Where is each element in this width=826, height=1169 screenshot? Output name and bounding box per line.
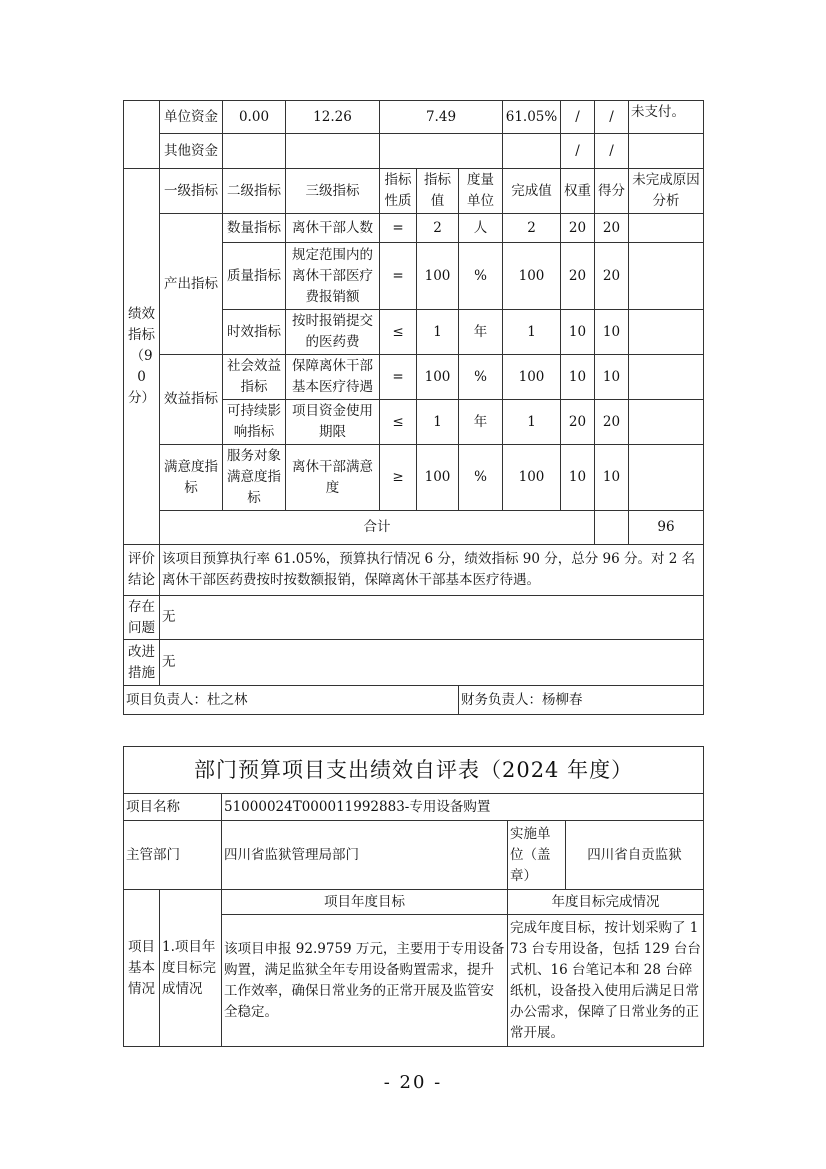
group-label: 效益指标	[160, 355, 223, 445]
weight-cell: 10	[561, 445, 595, 511]
done-cell: 1	[503, 310, 561, 355]
l2-cell: 数量指标	[223, 214, 286, 243]
l3-cell: 离休干部人数	[286, 214, 380, 243]
dept-label: 主管部门	[124, 821, 222, 890]
column-header: 权重	[561, 169, 595, 214]
column-header: 完成值	[503, 169, 561, 214]
project-name-label: 项目名称	[124, 794, 222, 821]
unit-cell: 年	[459, 310, 503, 355]
done-cell: 1	[503, 400, 561, 445]
improve-label: 改进措施	[124, 640, 160, 686]
impl-value: 四川省自贡监狱	[566, 821, 704, 890]
l3-cell: 规定范围内的离休干部医疗费报销额	[286, 243, 380, 310]
table-row	[124, 355, 704, 400]
fund-value	[223, 134, 286, 169]
l2-cell: 服务对象满意度指标	[223, 445, 286, 511]
fund-value: /	[561, 134, 595, 169]
done-cell: 100	[503, 445, 561, 511]
nature-cell: =	[380, 214, 417, 243]
project-name-row	[124, 794, 704, 821]
fund-label: 其他资金	[160, 134, 223, 169]
score-cell: 20	[595, 243, 629, 310]
done-text: 完成年度目标，按计划采购了 173 台专用设备，包括 129 台台式机、16 台笔记本和 28 台碎纸机，设备投入使用后满足日常办公需求，保障了日常业务的正常开展。	[508, 915, 704, 1047]
column-header: 未完成原因分析	[629, 169, 704, 214]
perf-label: 绩效指标（90分）	[124, 169, 160, 545]
page-title: 部门预算项目支出绩效自评表（2024 年度）	[124, 747, 704, 794]
eval-label: 评价结论	[124, 545, 160, 596]
fund-row	[124, 101, 704, 134]
performance-table	[123, 100, 704, 715]
total-score: 96	[629, 511, 704, 545]
dept-value: 四川省监狱管理局部门	[222, 821, 508, 890]
issue-text: 无	[160, 596, 704, 640]
nature-cell: =	[380, 355, 417, 400]
done-cell: 100	[503, 355, 561, 400]
l2-cell: 质量指标	[223, 243, 286, 310]
score-cell: 10	[595, 355, 629, 400]
unit-cell: %	[459, 355, 503, 400]
fund-value: /	[561, 101, 595, 134]
total-weight	[595, 511, 629, 545]
total-row	[124, 511, 704, 545]
fund-row	[124, 134, 704, 169]
column-header: 指标性质	[380, 169, 417, 214]
fund-label: 单位资金	[160, 101, 223, 134]
weight-cell: 10	[561, 355, 595, 400]
fund-value: 12.26	[286, 101, 380, 134]
unit-cell: %	[459, 243, 503, 310]
column-header: 二级指标	[223, 169, 286, 214]
value-cell: 100	[417, 243, 459, 310]
value-cell: 2	[417, 214, 459, 243]
l3-cell: 项目资金使用期限	[286, 400, 380, 445]
column-header: 三级指标	[286, 169, 380, 214]
weight-cell: 20	[561, 400, 595, 445]
goal-header: 项目年度目标	[222, 890, 508, 915]
column-header: 指标值	[417, 169, 459, 214]
title-row	[124, 747, 704, 794]
header-row	[124, 169, 704, 214]
fund-value	[503, 134, 561, 169]
l2-cell: 时效指标	[223, 310, 286, 355]
reason-cell	[629, 355, 704, 400]
done-header: 年度目标完成情况	[508, 890, 704, 915]
nature-cell: =	[380, 243, 417, 310]
goal-header-row	[124, 890, 704, 915]
fund-value: 61.05%	[503, 101, 561, 134]
fund-value: 0.00	[223, 101, 286, 134]
weight-cell: 20	[561, 243, 595, 310]
l3-cell: 保障离休干部基本医疗待遇	[286, 355, 380, 400]
column-header: 得分	[595, 169, 629, 214]
nature-cell: ≥	[380, 445, 417, 511]
score-cell: 20	[595, 400, 629, 445]
l3-cell: 离休干部满意度	[286, 445, 380, 511]
issue-row	[124, 596, 704, 640]
value-cell: 100	[417, 355, 459, 400]
reason-cell	[629, 214, 704, 243]
done-cell: 2	[503, 214, 561, 243]
score-cell: 10	[595, 445, 629, 511]
done-cell: 100	[503, 243, 561, 310]
improve-text: 无	[160, 640, 704, 686]
l3-cell: 按时报销提交的医药费	[286, 310, 380, 355]
page-number: - 20 -	[383, 1072, 443, 1093]
value-cell: 100	[417, 445, 459, 511]
score-cell: 20	[595, 214, 629, 243]
l2-cell: 可持续影响指标	[223, 400, 286, 445]
fund-value: 7.49	[380, 101, 503, 134]
basic-label: 项目基本情况	[124, 890, 160, 1047]
table-row	[124, 445, 704, 511]
reason-cell	[629, 400, 704, 445]
nature-cell: ≤	[380, 400, 417, 445]
unit-cell: %	[459, 445, 503, 511]
column-header: 一级指标	[160, 169, 223, 214]
weight-cell: 20	[561, 214, 595, 243]
reason-cell	[629, 243, 704, 310]
project-lead: 项目负责人：杜之林	[124, 686, 459, 715]
nature-cell: ≤	[380, 310, 417, 355]
reason-cell	[629, 445, 704, 511]
group-label: 满意度指标	[160, 445, 223, 511]
department-row	[124, 821, 704, 890]
fund-value	[380, 134, 503, 169]
weight-cell: 10	[561, 310, 595, 355]
unit-cell: 人	[459, 214, 503, 243]
issue-label: 存在问题	[124, 596, 160, 640]
self-evaluation-table	[123, 746, 704, 1047]
fund-value	[286, 134, 380, 169]
eval-text: 该项目预算执行率 61.05%，预算执行情况 6 分，绩效指标 90 分，总分 96 分。对 2 名离休干部医药费按时按数额报销，保障离休干部基本医疗待遇。	[160, 545, 704, 596]
column-header: 度量单位	[459, 169, 503, 214]
fund-value: /	[595, 101, 629, 134]
value-cell: 1	[417, 310, 459, 355]
unit-cell: 年	[459, 400, 503, 445]
goal-label: 1.项目年度目标完成情况	[160, 890, 222, 1047]
table-row	[124, 214, 704, 243]
signature-row	[124, 686, 704, 715]
eval-row	[124, 545, 704, 596]
fund-note	[629, 134, 704, 169]
fund-note: 未支付。	[629, 101, 704, 134]
value-cell: 1	[417, 400, 459, 445]
reason-cell	[629, 310, 704, 355]
score-cell: 10	[595, 310, 629, 355]
l2-cell: 社会效益指标	[223, 355, 286, 400]
finance-lead: 财务负责人：杨柳春	[459, 686, 704, 715]
impl-label: 实施单位（盖章）	[508, 821, 566, 890]
improve-row	[124, 640, 704, 686]
total-label: 合计	[160, 511, 595, 545]
goal-text: 该项目申报 92.9759 万元，主要用于专用设备购置，满足监狱全年专用设备购置需求，提升工作效率，确保日常业务的正常开展及监管安全稳定。	[222, 915, 508, 1047]
group-label: 产出指标	[160, 214, 223, 355]
project-name-value: 51000024T000011992883-专用设备购置	[222, 794, 704, 821]
fund-blank-cell	[124, 101, 160, 169]
fund-value: /	[595, 134, 629, 169]
